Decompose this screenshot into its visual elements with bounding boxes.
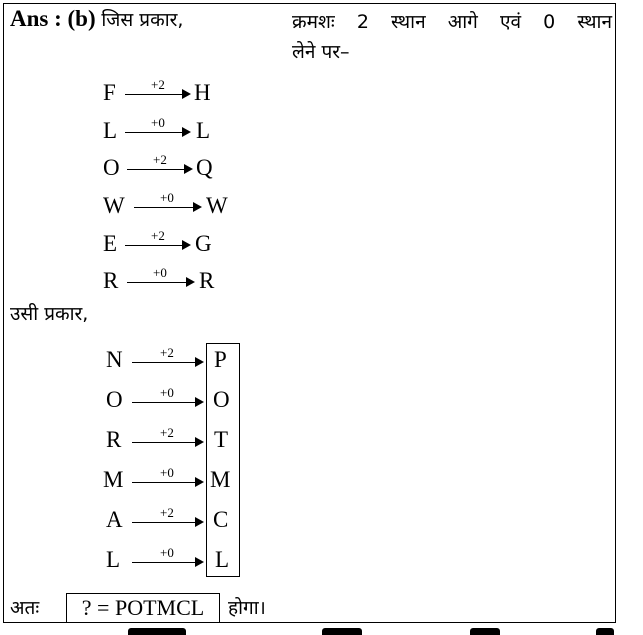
cropped-text-fragment <box>470 628 500 635</box>
conclusion-prefix: अतः <box>10 597 40 619</box>
mapping-row <box>0 425 300 455</box>
answer-option: (b) <box>67 6 96 31</box>
target-letter: Q <box>196 155 213 180</box>
shift-label: +0 <box>153 265 167 280</box>
arrow-icon <box>132 562 202 563</box>
mapping-row <box>0 191 300 221</box>
arrow-icon <box>132 442 202 443</box>
arrow-icon <box>134 207 200 208</box>
shift-label: +0 <box>160 545 174 560</box>
source-letter: O <box>106 387 123 412</box>
result-box <box>206 343 240 577</box>
shift-label: +2 <box>151 228 165 243</box>
shift-label: +2 <box>151 77 165 92</box>
similarly-label: उसी प्रकार, <box>10 303 89 325</box>
arrow-icon <box>127 169 191 170</box>
mapping-row <box>0 465 300 495</box>
mapping-row <box>0 345 300 375</box>
ans-label: Ans : <box>10 6 62 31</box>
source-letter: R <box>103 268 119 293</box>
source-letter: A <box>106 507 123 532</box>
answer-heading <box>10 5 183 34</box>
source-letter: F <box>103 80 116 105</box>
mapping-row <box>0 229 300 259</box>
shift-label: +0 <box>160 190 174 205</box>
target-letter: L <box>215 547 230 572</box>
mapping-row <box>0 385 300 415</box>
target-letter: P <box>214 347 227 372</box>
target-letter: L <box>196 118 211 143</box>
shift-label: +0 <box>151 115 165 130</box>
rule-line-1: क्रमशः 2 स्थान आगे एवं 0 स्थान <box>292 11 612 33</box>
mapping-row <box>0 545 300 575</box>
target-letter: G <box>195 231 212 256</box>
target-letter: O <box>213 387 230 412</box>
target-letter: M <box>210 467 231 492</box>
arrow-icon <box>125 245 189 246</box>
source-letter: M <box>103 467 124 492</box>
arrow-icon <box>132 362 202 363</box>
target-letter: T <box>214 427 229 452</box>
arrow-icon <box>125 94 189 95</box>
source-letter: N <box>106 347 123 372</box>
source-letter: L <box>103 118 118 143</box>
cropped-text-fragment <box>596 628 614 635</box>
target-letter: W <box>206 193 228 218</box>
cropped-text-fragment <box>128 628 186 635</box>
mapping-row <box>0 116 300 146</box>
shift-label: +2 <box>153 152 167 167</box>
target-letter: R <box>199 268 215 293</box>
mapping-row <box>0 153 300 183</box>
arrow-icon <box>125 132 189 133</box>
mapping-row <box>0 266 300 296</box>
shift-label: +2 <box>160 345 174 360</box>
mapping-row <box>0 78 300 108</box>
source-letter: R <box>106 427 122 452</box>
arrow-icon <box>132 522 202 523</box>
source-letter: E <box>103 231 118 256</box>
rule-line-2: लेने पर– <box>292 41 350 63</box>
conclusion-suffix: होगा। <box>228 597 266 619</box>
shift-label: +2 <box>160 505 174 520</box>
source-letter: W <box>103 193 125 218</box>
arrow-icon <box>132 402 202 403</box>
mapping-row <box>0 505 300 535</box>
source-letter: L <box>106 547 121 572</box>
shift-label: +2 <box>160 425 174 440</box>
final-answer-box: ? = POTMCL <box>66 593 220 623</box>
target-letter: H <box>194 80 211 105</box>
arrow-icon <box>127 282 193 283</box>
target-letter: C <box>213 507 229 532</box>
intro-text: जिस प्रकार, <box>101 9 184 31</box>
source-letter: O <box>103 155 120 180</box>
cropped-text-fragment <box>322 628 362 635</box>
shift-label: +0 <box>160 385 174 400</box>
shift-label: +0 <box>160 465 174 480</box>
arrow-icon <box>132 482 202 483</box>
